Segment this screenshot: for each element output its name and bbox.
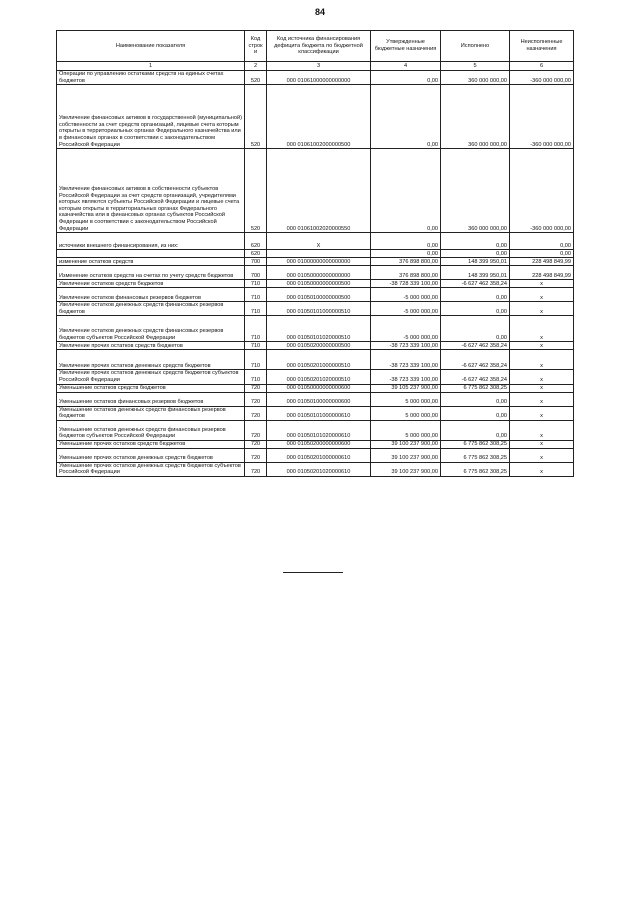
row-approved: 0,00	[371, 85, 441, 149]
row-code: 710	[245, 288, 267, 302]
row-unexecuted: 228 498 849,99	[510, 258, 574, 266]
row-code: 710	[245, 302, 267, 316]
row-code: 700	[245, 258, 267, 266]
row-approved: 0,00	[371, 233, 441, 250]
row-executed: -6 627 462 358,24	[441, 342, 510, 350]
row-unexecuted: x	[510, 462, 574, 476]
table-row	[57, 233, 574, 250]
column-number: 3	[267, 62, 371, 71]
row-kbk: 000 01050201000000510	[267, 350, 371, 370]
row-code: 720	[245, 440, 267, 448]
table-row	[57, 406, 574, 420]
row-kbk: 000 01050201000000610	[267, 448, 371, 462]
table-row	[57, 266, 574, 280]
row-unexecuted: -360 000 000,00	[510, 149, 574, 233]
header-kbk: Код источника финансирования дефицита бюджета по бюджетной классификации	[267, 31, 371, 62]
header-name: Наименование показателя	[57, 31, 245, 62]
row-executed: 0,00	[441, 233, 510, 250]
row-kbk: 000 01050101020000510	[267, 316, 371, 342]
row-kbk: 000 01061002020000550	[267, 149, 371, 233]
row-approved: -38 723 339 100,00	[371, 342, 441, 350]
row-approved: 5 000 000,00	[371, 392, 441, 406]
row-unexecuted: x	[510, 406, 574, 420]
row-executed: 0,00	[441, 288, 510, 302]
table-row	[57, 350, 574, 370]
row-unexecuted: x	[510, 384, 574, 392]
row-unexecuted: x	[510, 440, 574, 448]
row-executed: 6 775 862 308,25	[441, 462, 510, 476]
row-name: Увеличение остатков денежных средств финансовых резервов бюджетов	[57, 302, 245, 316]
column-number: 6	[510, 62, 574, 71]
column-number-row	[57, 62, 574, 71]
column-number: 1	[57, 62, 245, 71]
row-code: 620	[245, 250, 267, 258]
row-unexecuted: x	[510, 302, 574, 316]
row-executed: 0,00	[441, 420, 510, 440]
row-unexecuted: x	[510, 420, 574, 440]
row-code: 720	[245, 420, 267, 440]
row-kbk: 000 01050101000000510	[267, 302, 371, 316]
row-approved: 5 000 000,00	[371, 406, 441, 420]
row-kbk: 000 01050201020000610	[267, 462, 371, 476]
row-name: Увеличение прочих остатков средств бюджетов	[57, 342, 245, 350]
row-name: Операции по управлению остатками средств на единых счетах бюджетов	[57, 71, 245, 85]
row-approved: 0,00	[371, 250, 441, 258]
row-approved: -5 000 000,00	[371, 288, 441, 302]
header-row	[57, 31, 574, 62]
row-kbk: X	[267, 233, 371, 250]
row-name: Увеличение остатков денежных средств финансовых резервов бюджетов субъектов Российской Федерации	[57, 316, 245, 342]
row-code: 720	[245, 448, 267, 462]
header-unexecuted: Неисполненные назначения	[510, 31, 574, 62]
row-executed: 0,00	[441, 392, 510, 406]
row-approved: -38 723 339 100,00	[371, 350, 441, 370]
row-kbk: 000 01050201020000510	[267, 370, 371, 384]
row-approved: -5 000 000,00	[371, 316, 441, 342]
row-code: 520	[245, 71, 267, 85]
row-executed: 6 775 862 308,25	[441, 384, 510, 392]
row-name: Изменение остатков средств на счетах по учету средств бюджетов	[57, 266, 245, 280]
row-name: Уменьшение остатков денежных средств финансовых резервов бюджетов субъектов Российской Федерации	[57, 420, 245, 440]
header-executed: Исполнено	[441, 31, 510, 62]
row-code: 720	[245, 462, 267, 476]
row-unexecuted: x	[510, 370, 574, 384]
header-code: Код строк и	[245, 31, 267, 62]
row-executed: 148 399 950,01	[441, 266, 510, 280]
row-code: 710	[245, 350, 267, 370]
row-code: 520	[245, 149, 267, 233]
table-row	[57, 370, 574, 384]
row-approved: -38 723 339 100,00	[371, 370, 441, 384]
row-code: 720	[245, 384, 267, 392]
header-approved: Утвержденные бюджетные назначения	[371, 31, 441, 62]
row-kbk: 000 01000000000000000	[267, 258, 371, 266]
row-name: Увеличение финансовых активов в государственной (муниципальной) собственности за счет средств организаций, лицевые счета которым открыты в территориальных органах Федерального казначейства или в финансовых органах в соответствии с законодательством Российской Федерации	[57, 85, 245, 149]
table-row	[57, 440, 574, 448]
row-kbk: 000 01050200000000500	[267, 342, 371, 350]
row-unexecuted: 0,00	[510, 233, 574, 250]
row-unexecuted: -360 000 000,00	[510, 71, 574, 85]
row-kbk: 000 01050100000000600	[267, 392, 371, 406]
row-name: изменение остатков средств	[57, 258, 245, 266]
table-row	[57, 392, 574, 406]
row-approved: 5 000 000,00	[371, 420, 441, 440]
row-code: 710	[245, 316, 267, 342]
row-approved: -38 728 339 100,00	[371, 280, 441, 288]
row-kbk: 000 01061000000000000	[267, 71, 371, 85]
row-approved: 0,00	[371, 149, 441, 233]
table-row	[57, 384, 574, 392]
row-name: Уменьшение остатков финансовых резервов бюджетов	[57, 392, 245, 406]
row-approved: 39 100 237 900,00	[371, 440, 441, 448]
column-number: 5	[441, 62, 510, 71]
row-unexecuted: x	[510, 350, 574, 370]
row-kbk: 000 01050200000000600	[267, 440, 371, 448]
row-executed: 0,00	[441, 250, 510, 258]
row-approved: 0,00	[371, 71, 441, 85]
row-code: 710	[245, 370, 267, 384]
row-unexecuted: -360 000 000,00	[510, 85, 574, 149]
footer-divider	[283, 572, 343, 573]
row-unexecuted: x	[510, 316, 574, 342]
row-kbk: 000 01050101000000610	[267, 406, 371, 420]
table-row	[57, 462, 574, 476]
row-code: 700	[245, 266, 267, 280]
row-name: источники внешнего финансирования, из них:	[57, 233, 245, 250]
table-row	[57, 71, 574, 85]
row-name: Уменьшение прочих остатков средств бюджетов	[57, 440, 245, 448]
row-kbk: 000 01050000000000500	[267, 280, 371, 288]
row-unexecuted: 0,00	[510, 250, 574, 258]
row-executed: 6 775 862 308,25	[441, 440, 510, 448]
table-row	[57, 316, 574, 342]
row-executed: 0,00	[441, 316, 510, 342]
row-approved: -5 000 000,00	[371, 302, 441, 316]
row-kbk: 000 01050100000000500	[267, 288, 371, 302]
row-name: Увеличение финансовых активов в собственности субъектов Российской Федерации за счет средств организаций, учредителями которых являются субъекты Российской Федерации и лицевые счета которым открыты в территориальных органах Федерального казначейства или в финансовых органах субъектов Российской Федерации в соответствии с законодательством Российской Федерации	[57, 149, 245, 233]
row-kbk: 000 01050101020000610	[267, 420, 371, 440]
row-name: Уменьшение остатков денежных средств финансовых резервов бюджетов	[57, 406, 245, 420]
table-row	[57, 420, 574, 440]
table-row	[57, 302, 574, 316]
row-name: Увеличение остатков финансовых резервов бюджетов	[57, 288, 245, 302]
column-number: 2	[245, 62, 267, 71]
row-executed: -6 627 462 358,24	[441, 280, 510, 288]
row-name: Уменьшение остатков средств бюджетов	[57, 384, 245, 392]
row-approved: 376 898 800,00	[371, 266, 441, 280]
row-approved: 376 898 800,00	[371, 258, 441, 266]
row-name	[57, 250, 245, 258]
row-executed: 148 399 950,01	[441, 258, 510, 266]
row-kbk	[267, 250, 371, 258]
table-row	[57, 258, 574, 266]
row-name: Уменьшение прочих остатков денежных средств бюджетов субъектов Российской Федерации	[57, 462, 245, 476]
budget-sources-table	[56, 30, 574, 477]
row-code: 710	[245, 342, 267, 350]
row-unexecuted: 228 498 849,99	[510, 266, 574, 280]
table-row	[57, 342, 574, 350]
row-name: Увеличение прочих остатков денежных средств бюджетов	[57, 350, 245, 370]
row-executed: 360 000 000,00	[441, 85, 510, 149]
row-unexecuted: x	[510, 342, 574, 350]
row-code: 720	[245, 392, 267, 406]
column-number: 4	[371, 62, 441, 71]
row-name: Увеличение остатков средств бюджетов	[57, 280, 245, 288]
row-executed: 0,00	[441, 406, 510, 420]
row-kbk: 000 01050000000000000	[267, 266, 371, 280]
row-executed: 0,00	[441, 302, 510, 316]
row-name: Уменьшение прочих остатков денежных средств бюджетов	[57, 448, 245, 462]
page-number: 84	[314, 7, 325, 17]
row-executed: -6 627 462 358,24	[441, 350, 510, 370]
row-code: 520	[245, 85, 267, 149]
table-row	[57, 85, 574, 149]
row-unexecuted: x	[510, 392, 574, 406]
row-executed: 6 775 862 308,25	[441, 448, 510, 462]
row-approved: 39 105 237 900,00	[371, 384, 441, 392]
table-row	[57, 250, 574, 258]
row-executed: 360 000 000,00	[441, 149, 510, 233]
row-approved: 39 100 237 900,00	[371, 448, 441, 462]
row-approved: 39 100 237 900,00	[371, 462, 441, 476]
row-code: 710	[245, 280, 267, 288]
row-name: Увеличение прочих остатков денежных средств бюджетов субъектов Российской Федерации	[57, 370, 245, 384]
table-row	[57, 448, 574, 462]
table-body	[57, 71, 574, 477]
row-unexecuted: x	[510, 280, 574, 288]
row-executed: 360 000 000,00	[441, 71, 510, 85]
row-code: 720	[245, 406, 267, 420]
row-kbk: 000 01061002000000500	[267, 85, 371, 149]
row-executed: -6 627 462 358,24	[441, 370, 510, 384]
row-code: 620	[245, 233, 267, 250]
table-row	[57, 280, 574, 288]
row-unexecuted: x	[510, 448, 574, 462]
table-row	[57, 149, 574, 233]
row-kbk: 000 01050000000000600	[267, 384, 371, 392]
table-row	[57, 288, 574, 302]
row-unexecuted: x	[510, 288, 574, 302]
